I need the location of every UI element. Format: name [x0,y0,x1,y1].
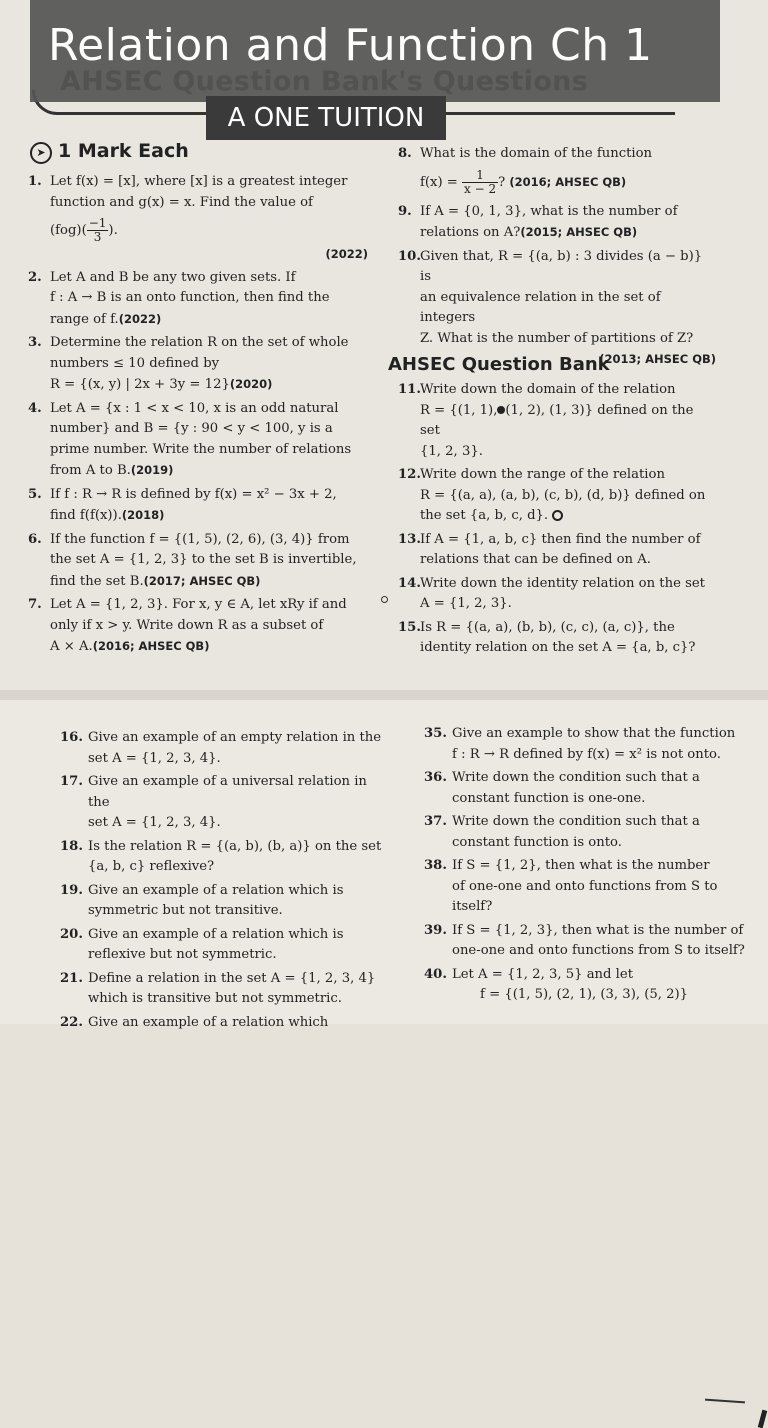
question-text: Give an example of a universal relation in the [88,774,367,810]
question-text: constant function is one-one. [452,790,646,806]
question-number: 40. [424,966,447,982]
question-text: Let f(x) = [x], where [x] is a greatest integer [50,174,348,189]
question-text: Write down the condition such that a [452,814,700,829]
question-text: reflexive but not symmetric. [88,947,277,962]
question-number: 8. [398,146,412,161]
question-12 [398,465,716,527]
question-number: 12. [398,467,421,482]
question-number: 2. [28,269,42,285]
question-14 [398,574,716,615]
question-number: 39. [424,922,447,938]
upper-page [0,0,768,690]
question-text: Write down the range of the relation [420,467,665,482]
question-text: {1, 2, 3}. [420,443,483,459]
year-tag: (2017; AHSEC QB) [143,573,261,588]
year-tag: (2015; AHSEC QB) [520,225,638,239]
question-text: Determine the relation R on the set of whole [50,335,349,350]
question-text: What is the domain of the function [420,146,653,161]
question-6 [28,530,368,593]
question-number: 16. [60,730,83,745]
question-number: 10. [398,248,421,264]
question-number: 6. [28,531,42,547]
question-22 [60,1013,390,1034]
question-3 [28,333,368,396]
arrow-bullet-icon: ➤ [30,142,52,164]
year-tag: (2019) [130,463,174,477]
year-tag: (2013; AHSEC QB) [599,352,716,366]
question-number: 7. [28,597,42,612]
question-text: which is transitive but not symmetric. [88,991,342,1006]
question-text: Let A and B be any two given sets. If [50,269,296,285]
question-15 [398,618,716,659]
expression-lhs: f(x) = [420,174,463,190]
question-text: If S = {1, 2}, then what is the number [452,858,710,873]
question-19 [60,881,390,922]
question-number: 15. [398,619,421,635]
question-number: 14. [398,575,421,591]
question-number: 37. [424,814,447,829]
denominator: 3 [93,230,102,244]
question-text [50,460,368,482]
question-text: Define a relation in the set A = {1, 2, 3, 4} [88,970,376,986]
question-text: R = {(x, y) | 2x + 3y = 12} [50,377,230,392]
question-text: set A = {1, 2, 3, 4}. [88,815,221,830]
question-text [50,571,368,593]
lower-page [0,700,768,1030]
question-number: 18. [60,838,83,854]
question-text [50,636,368,658]
question-text: prime number. Write the number of relations [50,441,352,457]
question-text: A × A. [50,639,93,654]
question-text: {a, b, c} reflexive? [88,859,215,874]
numerator: 1 [462,169,498,183]
question-number: 9. [398,203,412,219]
question-number: 13. [398,531,421,547]
punctuation: . [113,223,118,238]
question-text: constant function is onto. [452,834,622,850]
question-text-part: R = {(1, 1), [420,402,498,418]
question-text: f : R → R defined by f(x) = x² is not onto. [452,746,721,762]
question-21 [60,969,390,1010]
question-number: 36. [424,770,447,785]
lower-right-column [424,724,754,1009]
ring-mark-icon [552,510,563,521]
question-text: number} and B = {y : 90 < y < 100, y is a [50,421,333,436]
question-number: 5. [28,486,42,502]
question-text [50,309,368,331]
question-17 [60,772,390,834]
question-text: Give an example of an empty relation in the [88,730,382,745]
question-text: Write down the condition such that a [452,770,700,785]
question-text: f : A → B is an onto function, then find the [50,290,330,305]
question-text: Give an example to show that the function [452,726,736,741]
question-bank-heading: AHSEC Question Bank [388,354,610,375]
expression [420,167,506,196]
punctuation: ? [498,174,506,190]
question-text [420,169,716,196]
overlay-title: Relation and Function Ch 1 [48,20,653,71]
question-number: 35. [424,726,447,741]
question-5 [28,485,368,527]
question-text: Is R = {(a, a), (b, b), (c, c), (a, c)}, the [420,619,675,635]
question-text: (fog)( $\frac{-1}{3}$ ). [50,216,118,244]
section-heading-text: 1 Mark Each [58,140,189,162]
question-text: If A = {0, 1, 3}, what is the number of [420,203,678,219]
left-column [28,172,368,661]
expression: (fog) [50,223,82,238]
question-text-part: the set {a, b, c, d}. [420,508,549,523]
question-18 [60,837,390,878]
year-tag: (2022) [325,247,368,261]
year-tag: (2016; AHSEC QB) [509,174,627,189]
question-text: relations on A? [420,225,521,240]
question-9 [398,202,716,244]
question-text: identity relation on the set A = {a, b, c}? [420,640,696,655]
year-tag: (2018) [121,508,165,522]
question-text: Let A = {1, 2, 3}. For x, y ∈ A, let xRy if and [50,597,347,612]
denominator: x − 2 [464,181,497,196]
question-text: symmetric but not transitive. [88,903,283,918]
question-37 [424,812,754,853]
question-7 [28,595,368,658]
question-text: Is the relation R = {(a, b), (b, a)} on the set [88,838,382,854]
question-text: only if x > y. Write down R as a subset of [50,617,324,633]
question-number: 11. [398,382,421,397]
question-35 [424,724,754,765]
question-number: 19. [60,882,83,898]
year-tag: (2020) [229,377,273,391]
question-20 [60,925,390,966]
question-1 [28,172,368,265]
question-text: Write down the identity relation on the set [420,575,705,591]
fraction [462,169,498,196]
question-number: 1. [28,174,42,189]
question-text [420,222,716,244]
question-4 [28,399,368,482]
question-text: relations that can be defined on A. [420,552,651,567]
question-text: R = {(a, a), (a, b), (c, b), (d, b)} defined on [420,487,706,503]
question-38 [424,856,754,918]
page-edge-mark [758,1410,767,1428]
question-text: itself? [452,899,493,914]
question-text: function and g(x) = x. Find the value of [50,194,313,210]
question-10 [398,247,716,370]
numerator: −1 [88,216,107,230]
year-tag: (2016; AHSEC QB) [92,639,210,653]
question-number: 22. [60,1014,83,1030]
question-number: 17. [60,774,83,789]
question-text: If the function f = {(1, 5), (2, 6), (3, 4)} from [50,531,350,547]
stray-mark-icon [381,596,388,603]
question-text: Let A = {x : 1 < x < 10, x is an odd natural [50,400,339,416]
question-text: Give an example of a relation which is [88,926,344,942]
page-edge-mark [705,1399,745,1404]
section-heading [30,140,189,164]
question-text: find the set B. [50,573,144,589]
question-text: Write down the domain of the relation [420,382,676,397]
question-number: 20. [60,926,83,942]
question-16 [60,728,390,769]
question-text: If S = {1, 2, 3}, then what is the number of [452,922,744,938]
question-text: the set A = {1, 2, 3} to the set B is invertible, [50,552,357,567]
question-text: one-one and onto functions from S to itself? [452,943,745,958]
question-number: 21. [60,970,83,986]
question-text: range of f. [50,311,119,327]
question-text: If A = {1, a, b, c} then find the number of [420,531,701,547]
question-text: from A to B. [50,463,131,478]
question-2 [28,268,368,331]
question-text: numbers ≤ 10 defined by [50,355,220,371]
question-text: Give an example of a relation which is [88,882,344,898]
question-text: find f(f(x)). [50,508,122,523]
question-text: Given that, R = {(a, b) : 3 divides (a − b)} is [420,248,703,284]
question-13 [398,530,716,571]
question-text: f = {(1, 5), (2, 1), (3, 3), (5, 2)} [480,987,689,1002]
question-8 [398,144,716,196]
question-text: Let A = {1, 2, 3, 5} and let [452,966,634,982]
question-36 [424,768,754,809]
question-text: an equivalence relation in the set of integers [420,289,661,325]
question-number: 3. [28,335,42,350]
right-column-top [398,144,716,373]
question-number: 38. [424,858,447,873]
year-tag: (2022) [118,311,162,326]
right-column-bank [398,380,716,662]
question-text: set A = {1, 2, 3, 4}. [88,750,221,766]
question-40 [424,965,754,1006]
question-11 [398,380,716,462]
fraction [87,217,109,244]
question-text [420,401,716,442]
question-text [420,506,716,527]
overlay-title-banner [30,0,720,102]
question-text [50,374,368,396]
question-text-part: (1, 2), (1, 3)} defined on the set [420,402,694,438]
question-text: of one-one and onto functions from S to [452,878,718,894]
question-text: If f : R → R is defined by f(x) = x² − 3x + 2, [50,486,337,502]
tuition-label: A ONE TUITION [206,96,446,140]
question-text: Z. What is the number of partitions of Z? [420,330,694,346]
question-number: 4. [28,400,42,416]
lower-left-column [60,728,390,1036]
question-text: A = {1, 2, 3}. [420,596,512,611]
page-gap [0,690,768,700]
question-text [50,505,368,527]
question-39 [424,921,754,962]
question-text: Give an example of a relation which [88,1014,329,1030]
